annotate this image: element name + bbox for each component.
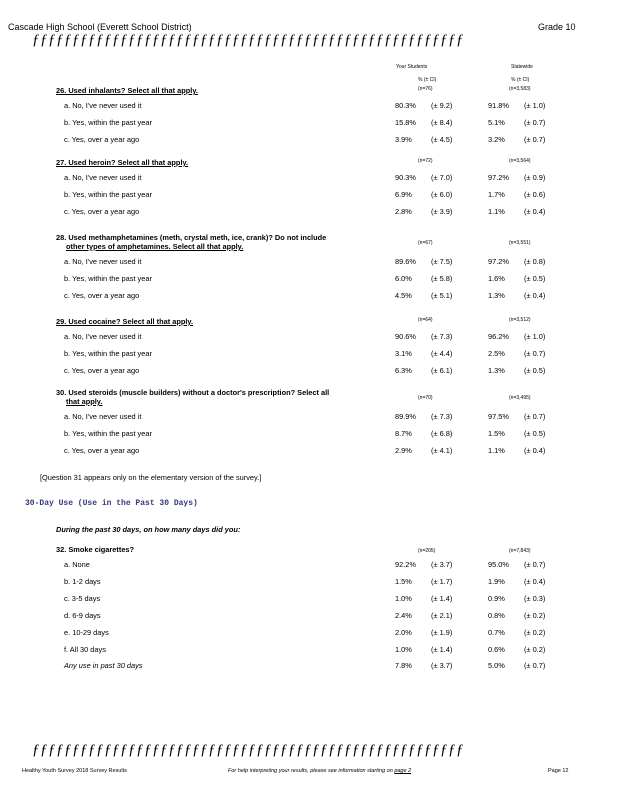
answer-label: a. No, I've never used it	[64, 101, 142, 110]
state-ci: (± 0.7)	[524, 661, 546, 670]
statewide-header: Statewide	[511, 64, 533, 70]
your-percent: 90.6%	[395, 332, 416, 341]
question-n-your: (n=70)	[418, 395, 433, 401]
state-ci: (± 0.7)	[524, 349, 546, 358]
your-percent: 92.2%	[395, 560, 416, 569]
footer-help-text: For help interpreting your results, please see information starting on	[228, 768, 395, 774]
question-n-your: (n=64)	[418, 317, 433, 323]
state-ci: (± 0.4)	[524, 291, 546, 300]
section-intro: During the past 30 days, on how many days did you:	[56, 525, 241, 534]
your-ci-header: % (± CI)	[418, 77, 437, 83]
your-ci: (± 5.1)	[431, 291, 453, 300]
grade-label: Grade 10	[538, 22, 576, 32]
state-percent: 5.1%	[488, 118, 505, 127]
state-ci: (± 1.0)	[524, 101, 546, 110]
question-n-state: (n=3,512)	[509, 317, 531, 323]
answer-label: a. No, I've never used it	[64, 257, 142, 266]
state-percent: 1.3%	[488, 366, 505, 375]
state-percent: 1.3%	[488, 291, 505, 300]
q32-n-your: (n=205)	[418, 548, 436, 554]
state-percent: 96.2%	[488, 332, 509, 341]
answer-label: f. All 30 days	[64, 645, 106, 654]
your-percent: 2.4%	[395, 611, 412, 620]
question-title-line: 28. Used methamphetamines (meth, crystal meth, ice, crank)? Do not include	[56, 233, 327, 242]
your-percent: 1.0%	[395, 594, 412, 603]
state-ci: (± 0.4)	[524, 577, 546, 586]
your-ci: (± 1.7)	[431, 577, 453, 586]
state-percent: 0.9%	[488, 594, 505, 603]
question-n-state: (n=3,564)	[509, 158, 531, 164]
state-ci-header: % (± CI)	[511, 77, 530, 83]
answer-label: c. Yes, over a year ago	[64, 291, 140, 300]
answer-label: c. Yes, over a year ago	[64, 207, 140, 216]
your-ci: (± 1.4)	[431, 645, 453, 654]
your-ci: (± 2.1)	[431, 611, 453, 620]
question-title-line: 27. Used heroin? Select all that apply.	[56, 158, 189, 167]
question-title-line: 30. Used steroids (muscle builders) without a doctor's prescription? Select all	[56, 388, 330, 397]
question-title-line: 29. Used cocaine? Select all that apply.	[56, 317, 194, 326]
answer-label: e. 10-29 days	[64, 628, 109, 637]
answer-label: b. 1-2 days	[64, 577, 101, 586]
your-ci: (± 1.4)	[431, 594, 453, 603]
answer-label: a. No, I've never used it	[64, 173, 142, 182]
your-ci: (± 6.8)	[431, 429, 453, 438]
your-ci: (± 7.3)	[431, 332, 453, 341]
your-ci: (± 7.5)	[431, 257, 453, 266]
your-percent: 3.1%	[395, 349, 412, 358]
state-ci: (± 0.9)	[524, 173, 546, 182]
state-ci: (± 0.2)	[524, 611, 546, 620]
your-percent: 7.8%	[395, 661, 412, 670]
your-percent: 2.0%	[395, 628, 412, 637]
question-n-state: (n=3,551)	[509, 240, 531, 246]
state-ci: (± 0.6)	[524, 190, 546, 199]
your-ci: (± 8.4)	[431, 118, 453, 127]
state-percent: 1.6%	[488, 274, 505, 283]
answer-label: b. Yes, within the past year	[64, 274, 152, 283]
answer-label: a. None	[64, 560, 90, 569]
answer-label: b. Yes, within the past year	[64, 349, 152, 358]
answer-label: b. Yes, within the past year	[64, 429, 152, 438]
state-percent: 3.2%	[488, 135, 505, 144]
your-ci: (± 4.1)	[431, 446, 453, 455]
state-percent: 2.5%	[488, 349, 505, 358]
state-percent: 97.5%	[488, 412, 509, 421]
state-ci: (± 0.4)	[524, 446, 546, 455]
question-title-line: that apply.	[66, 397, 103, 406]
your-ci: (± 3.7)	[431, 661, 453, 670]
question-title-line: 26. Used inhalants? Select all that apply.	[56, 86, 198, 95]
your-percent: 6.0%	[395, 274, 412, 283]
summary-label: Any use in past 30 days	[64, 661, 143, 670]
your-ci: (± 5.8)	[431, 274, 453, 283]
your-percent: 6.3%	[395, 366, 412, 375]
your-ci: (± 7.3)	[431, 412, 453, 421]
your-percent: 2.9%	[395, 446, 412, 455]
your-ci: (± 4.4)	[431, 349, 453, 358]
answer-label: c. Yes, over a year ago	[64, 446, 140, 455]
state-ci: (± 0.7)	[524, 135, 546, 144]
answer-label: d. 6-9 days	[64, 611, 101, 620]
question-n-state: (n=3,495)	[509, 395, 531, 401]
answer-label: b. Yes, within the past year	[64, 190, 152, 199]
state-percent: 1.7%	[488, 190, 505, 199]
your-percent: 1.5%	[395, 577, 412, 586]
state-ci: (± 0.7)	[524, 560, 546, 569]
school-name: Cascade High School (Everett School District)	[8, 22, 192, 32]
your-percent: 2.8%	[395, 207, 412, 216]
state-ci: (± 0.5)	[524, 274, 546, 283]
your-ci: (± 9.2)	[431, 101, 453, 110]
state-ci: (± 0.4)	[524, 207, 546, 216]
state-ci: (± 1.0)	[524, 332, 546, 341]
state-percent: 1.1%	[488, 446, 505, 455]
your-percent: 80.3%	[395, 101, 416, 110]
your-percent: 90.3%	[395, 173, 416, 182]
state-ci: (± 0.7)	[524, 118, 546, 127]
state-percent: 1.1%	[488, 207, 505, 216]
your-ci: (± 1.9)	[431, 628, 453, 637]
state-percent: 95.0%	[488, 560, 509, 569]
state-ci: (± 0.8)	[524, 257, 546, 266]
state-ci: (± 0.5)	[524, 366, 546, 375]
footer-help	[228, 768, 411, 774]
question-n-your: (n=67)	[418, 240, 433, 246]
header-decoration: ƒƒƒƒƒƒƒƒƒƒƒƒƒƒƒƒƒƒƒƒƒƒƒƒƒƒƒƒƒƒƒƒƒƒƒƒƒƒƒƒƒƒƒƒƒƒƒƒƒƒƒƒƒƒ	[32, 32, 464, 48]
question-n-state: (n=3,583)	[509, 86, 531, 92]
your-ci: (± 3.9)	[431, 207, 453, 216]
state-percent: 97.2%	[488, 257, 509, 266]
state-ci: (± 0.7)	[524, 412, 546, 421]
answer-label: c. Yes, over a year ago	[64, 366, 140, 375]
your-percent: 4.5%	[395, 291, 412, 300]
footer-decoration: ƒƒƒƒƒƒƒƒƒƒƒƒƒƒƒƒƒƒƒƒƒƒƒƒƒƒƒƒƒƒƒƒƒƒƒƒƒƒƒƒƒƒƒƒƒƒƒƒƒƒƒƒƒƒ	[32, 742, 464, 758]
your-percent: 8.7%	[395, 429, 412, 438]
state-ci: (± 0.2)	[524, 628, 546, 637]
your-ci: (± 6.0)	[431, 190, 453, 199]
your-percent: 89.6%	[395, 257, 416, 266]
answer-label: a. No, I've never used it	[64, 412, 142, 421]
state-percent: 91.8%	[488, 101, 509, 110]
your-ci: (± 7.0)	[431, 173, 453, 182]
your-percent: 15.8%	[395, 118, 416, 127]
question-title-line: other types of amphetamines. Select all that apply.	[66, 242, 244, 251]
state-percent: 97.2%	[488, 173, 509, 182]
your-ci: (± 6.1)	[431, 366, 453, 375]
your-percent: 6.9%	[395, 190, 412, 199]
answer-label: a. No, I've never used it	[64, 332, 142, 341]
footer-page-link[interactable]: page 2	[394, 768, 412, 774]
state-percent: 5.0%	[488, 661, 505, 670]
answer-label: b. Yes, within the past year	[64, 118, 152, 127]
section-title: 30-Day Use (Use in the Past 30 Days)	[25, 499, 198, 508]
footer-survey: Healthy Youth Survey 2018 Survey Results	[22, 768, 127, 774]
question-32-title: 32. Smoke cigarettes?	[56, 545, 135, 554]
state-ci: (± 0.3)	[524, 594, 546, 603]
your-percent: 89.9%	[395, 412, 416, 421]
question-n-your: (n=72)	[418, 158, 433, 164]
question-31-note: [Question 31 appears only on the elementary version of the survey.]	[40, 473, 262, 482]
your-percent: 1.0%	[395, 645, 412, 654]
footer-page-number: Page 12	[548, 768, 569, 774]
state-percent: 1.5%	[488, 429, 505, 438]
answer-label: c. Yes, over a year ago	[64, 135, 140, 144]
your-percent: 3.9%	[395, 135, 412, 144]
state-percent: 0.8%	[488, 611, 505, 620]
your-ci: (± 4.5)	[431, 135, 453, 144]
state-ci: (± 0.2)	[524, 645, 546, 654]
question-n-your: (n=76)	[418, 86, 433, 92]
q32-n-state: (n=7,843)	[509, 548, 531, 554]
state-percent: 0.7%	[488, 628, 505, 637]
your-students-header: Your Students	[396, 64, 428, 70]
answer-label: c. 3-5 days	[64, 594, 101, 603]
your-ci: (± 3.7)	[431, 560, 453, 569]
state-ci: (± 0.5)	[524, 429, 546, 438]
state-percent: 0.6%	[488, 645, 505, 654]
state-percent: 1.9%	[488, 577, 505, 586]
